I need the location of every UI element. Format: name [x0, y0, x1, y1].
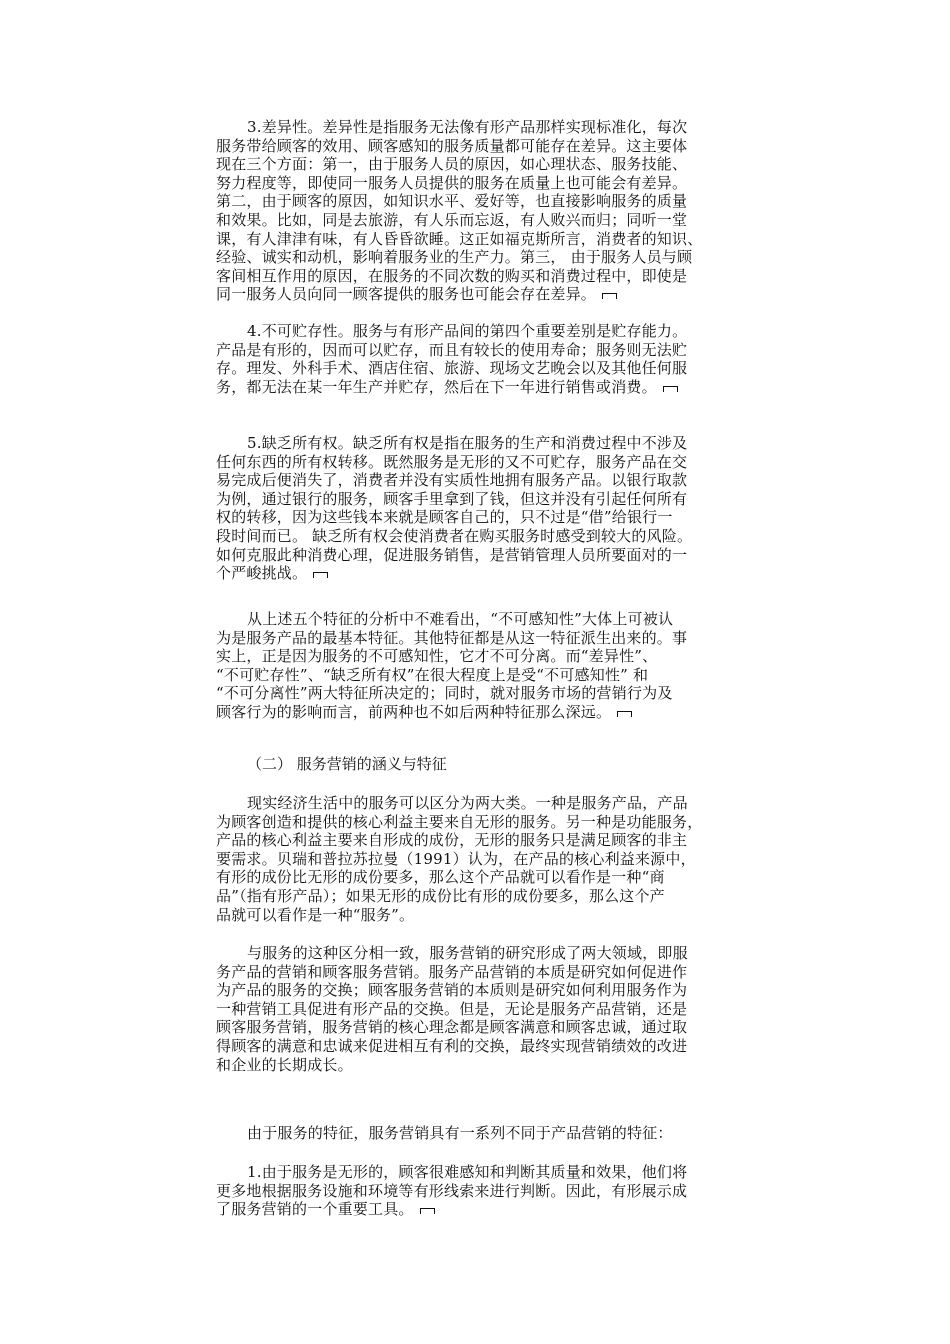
text-line-content: 顾客行为的影响而言，前两种也不如后两种特征那么深远。 — [216, 702, 612, 721]
text-line-content: 务，都无法在某一年生产并贮存，然后在下一年进行销售或消费。 — [216, 377, 657, 396]
text-line: 4.不可贮存性。服务与有形产品间的第四个重要差别是贮存能力。 — [247, 322, 688, 340]
text-line: 段时间而已。 缺乏所有权会使消费者在购买服务时感受到较大的风险。 — [216, 526, 693, 545]
paragraph-research-fields — [216, 944, 739, 1074]
text-line-content: 了服务营销的一个重要工具。 — [216, 1200, 414, 1219]
text-line: 得顾客的满意和忠诚来促进相互有利的交换，最终实现营销绩效的改进 — [216, 1036, 688, 1055]
paragraph-service-classes — [216, 794, 739, 924]
text-line: 经验、诚实和动机，影响着服务业的生产力。第三， 由于服务人员与顾 — [216, 248, 693, 267]
paragraph-summary — [216, 610, 739, 722]
text-line-last — [216, 378, 739, 397]
text-line-content: 同一服务人员向同一顾客提供的服务也可能会存在差异。 — [216, 285, 597, 304]
text-line: 与服务的这种区分相一致，服务营销的研究形成了两大领域，即服 — [247, 944, 688, 962]
text-line: “不可分离性”两大特征所决定的；同时，就对服务市场的营销行为及 — [216, 684, 673, 703]
text-line: 努力程度等，即使同一服务人员提供的服务在质量上也可能会有差异。 — [216, 173, 688, 192]
text-line: 更多地根据服务设施和环境等有形线索来进行判断。因此，有形展示成 — [216, 1181, 688, 1200]
text-line: 和企业的长期成长。 — [216, 1055, 353, 1074]
text-line: 为顾客创造和提供的核心利益主要来自无形的服务。另一种是功能服务， — [216, 812, 703, 831]
text-line: 和效果。比如，同是去旅游，有人乐而忘返，有人败兴而归；同听一堂 — [216, 210, 688, 229]
text-line: 如何克服此种消费心理，促进服务销售，是营销管理人员所要面对的一 — [216, 545, 688, 564]
text-line: 实上，正是因为服务的不可感知性，它才不可分离。而“差异性”、 — [216, 647, 658, 666]
text-line: 顾客服务营销，服务营销的核心理念都是顾客满意和顾客忠诚，通过取 — [216, 1018, 688, 1037]
paragraph-mark-icon — [313, 572, 328, 578]
text-line: 产品是有形的，因而可以贮存，而且有较长的使用寿命；服务则无法贮 — [216, 340, 688, 359]
paragraph-first-feature — [216, 1163, 739, 1219]
text-line-last — [216, 1200, 739, 1219]
paragraph-mark-icon — [617, 711, 632, 717]
text-line: 为是服务产品的最基本特征。其他特征都是从这一特征派生出来的。事 — [216, 628, 688, 647]
paragraph-mark-icon — [420, 1208, 435, 1214]
text-line: 易完成后便消失了，消费者并没有实质性地拥有服务产品。以银行取款 — [216, 471, 688, 490]
text-line: 有形的成份比无形的成份要多，那么这个产品就可以看作是一种“商 — [216, 868, 665, 887]
text-line-last — [216, 564, 739, 583]
paragraph-perishability — [216, 322, 739, 396]
text-line: 由于服务的特征，服务营销具有一系列不同于产品营销的特征： — [247, 1124, 673, 1142]
text-line-last — [216, 703, 739, 722]
text-line: 服务带给顾客的效用、顾客感知的服务质量都可能存在差异。这主要体 — [216, 136, 688, 155]
text-line: 品就可以看作是一种“服务”。 — [216, 905, 415, 924]
text-line: 产品的核心利益主要来自形成的成份，无形的服务只是满足顾客的非主 — [216, 831, 688, 850]
text-line: 存。理发、外科手术、酒店住宿、旅游、现场文艺晚会以及其他任何服 — [216, 359, 688, 378]
text-line: 1.由于服务是无形的，顾客很难感知和判断其质量和效果，他们将 — [247, 1163, 688, 1181]
text-line: 为产品的服务的交换；顾客服务营销的本质则是研究如何利用服务作为 — [216, 981, 688, 1000]
text-line: 权的转移，因为这些钱本来就是顾客自己的，只不过是“借”给银行一 — [216, 508, 673, 527]
text-line: 要需求。贝瑞和普拉苏拉曼（1991）认为，在产品的核心利益来源中， — [216, 849, 696, 868]
text-line: “不可贮存性”、“缺乏所有权”在很大程度上是受“不可感知性” 和 — [216, 665, 649, 684]
text-line-content: 个严峻挑战。 — [216, 564, 308, 583]
text-line: 任何东西的所有权转移。既然服务是无形的又不可贮存，服务产品在交 — [216, 452, 688, 471]
text-line: 3.差异性。差异性是指服务无法像有形产品那样实现标准化，每次 — [247, 118, 688, 136]
text-line: 一种营销工具促进有形产品的交换。但是，无论是服务产品营销，还是 — [216, 999, 688, 1018]
text-line: 5.缺乏所有权。缺乏所有权是指在服务的生产和消费过程中不涉及 — [247, 434, 688, 452]
paragraph-mark-icon — [663, 386, 678, 392]
paragraph-heterogeneity — [216, 118, 739, 304]
section-heading: （二） 服务营销的涵义与特征 — [247, 755, 447, 773]
text-line: 现实经济生活中的服务可以区分为两大类。一种是服务产品，产品 — [247, 794, 688, 812]
text-line-last — [216, 285, 739, 304]
paragraph-ownership — [216, 434, 739, 583]
text-line: 品”（指有形产品）；如果无形的成份比有形的成份要多，那么这个产 — [216, 886, 665, 905]
text-line: 第二，由于顾客的原因，如知识水平、爱好等，也直接影响服务的质量 — [216, 192, 688, 211]
text-line: 客间相互作用的原因，在服务的不同次数的购买和消费过程中，即使是 — [216, 266, 688, 285]
text-line: 现在三个方面：第一，由于服务人员的原因，如心理状态、服务技能、 — [216, 155, 688, 174]
paragraph-mark-icon — [602, 293, 617, 299]
text-line: 课，有人津津有味，有人昏昏欲睡。这正如福克斯所言，消费者的知识、 — [216, 229, 703, 248]
text-line: 务产品的营销和顾客服务营销。服务产品营销的本质是研究如何促进作 — [216, 962, 688, 981]
paragraph-intro — [216, 1124, 739, 1143]
text-line: 从上述五个特征的分析中不难看出，“不可感知性”大体上可被认 — [247, 610, 674, 628]
text-line: 为例，通过银行的服务，顾客手里拿到了钱，但这并没有引起任何所有 — [216, 489, 688, 508]
